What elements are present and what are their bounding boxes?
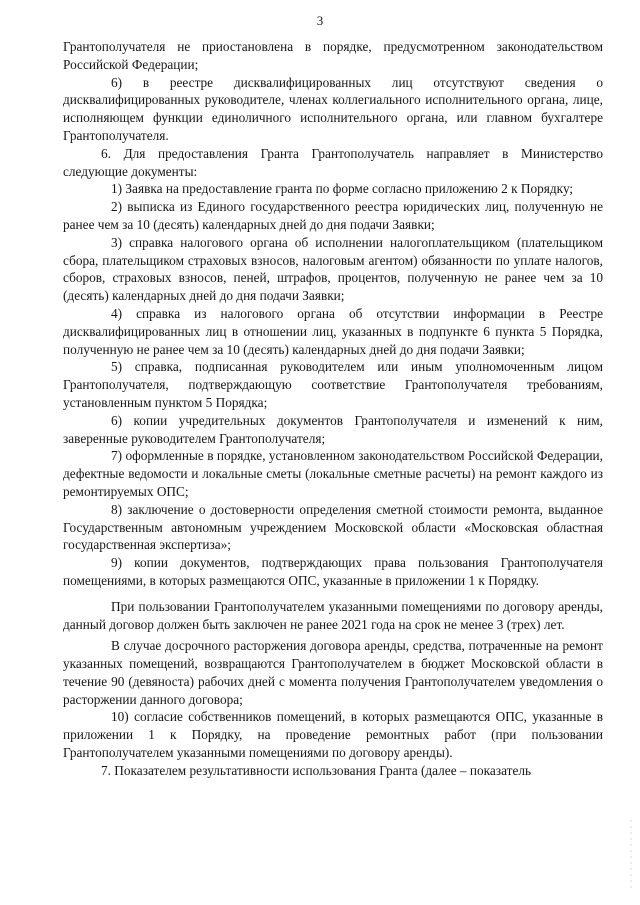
paragraph-doc-10: 10) согласие собственников помещений, в которых размещаются ОПС, указанные в приложении 1 к Порядку, на проведение ремонтных работ (при пользовании Грантополучателем указанными помещениями по договору аренды).: [63, 709, 603, 761]
paragraph-doc-7: 7) оформленные в порядке, установленном законодательством Российской Федерации, дефектные ведомости и локальные сметы (локальные сметные расчеты) на ремонт каждого из ремонтируемых ОПС;: [63, 448, 603, 499]
paragraph-doc-5: 5) справка, подписанная руководителем или иным уполномоченным лицом Грантополучателя, подтверждающую соответствие Грантополучателя требованиям, установленным пунктом 5 Порядка;: [63, 359, 603, 410]
paragraph-doc-8: 8) заключение о достоверности определения сметной стоимости ремонта, выданное Государственным автономным учреждением Московской области «Московская областная государственная экспертиза»;: [63, 501, 603, 553]
paragraph-doc-9: 9) копии документов, подтверждающих права пользования Грантополучателя помещениями, в которых размещаются ОПС, указанные в приложении 1 к Порядку.: [63, 555, 603, 588]
paragraph-lease-term: При пользовании Грантополучателем указанными помещениями по договору аренды, данный договор должен быть заключен не ранее 2021 года на срок не менее 3 (трех) лет.: [63, 598, 603, 632]
page-number: 3: [316, 13, 324, 28]
paragraph-doc-1: 1) Заявка на предоставление гранта по форме согласно приложению 2 к Порядку;: [111, 181, 574, 197]
document-body: [63, 38, 603, 780]
paragraph-item-6: 6) в реестре дисквалифицированных лиц отсутствуют сведения о дисквалифицированных руководителе, членах коллегиального исполнительного органа, лице, исполняющем функции единоличного исполнительного органа, или главном бухгалтере Грантополучателя.: [63, 74, 603, 143]
paragraph-doc-6: 6) копии учредительных документов Грантополучателя и изменений к ним, заверенные руководителем Грантополучателя;: [63, 412, 603, 446]
paragraph-continuation: Грантополучателя не приостановлена в порядке, предусмотренном законодательством Российской Федерации;: [63, 39, 603, 72]
paragraph-doc-3: 3) справка налогового органа об исполнении налогоплательщиком (плательщиком сбора, плательщиком страховых взносов, налоговым агентом) обязанности по уплате налогов, сборов, страховых взносов, пеней, штрафов, процентов, полученную не ранее чем за 10 (десять) календарных дней до дня подачи Заявки;: [63, 234, 603, 304]
scan-artifact: [630, 820, 632, 890]
paragraph-doc-4: 4) справка из налогового органа об отсутствии информации в Реестре дисквалифицированных лиц в отношении лиц, указанных в подпункте 6 пункта 5 Порядка, полученную не ранее чем за 10 (десять) календарных дней до дня подачи Заявки;: [63, 305, 603, 357]
paragraph-clause-7: 7. Показателем результативности использования Гранта (далее – показатель: [101, 762, 532, 778]
paragraph-doc-2: 2) выписка из Единого государственного реестра юридических лиц, полученную не ранее чем за 10 (десять) календарных дней до дня подачи Заявки;: [63, 199, 603, 232]
paragraph-lease-termination: В случае досрочного расторжения договора аренды, средства, потраченные на ремонт указанных помещений, возвращаются Грантополучателем в бюджет Московской области в течение 90 (девяноста) рабочих дней с момента получения Грантополучателем уведомления о расторжении данного договора;: [63, 638, 603, 707]
paragraph-clause-6: 6. Для предоставления Гранта Грантополучатель направляет в Министерство следующие документы:: [63, 145, 603, 179]
